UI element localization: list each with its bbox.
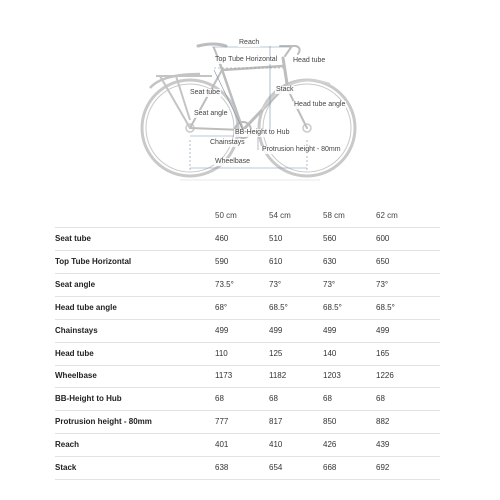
seat-tube-label: Seat tube (190, 89, 220, 96)
bb-height-to-hub-label: BB-Height to Hub (235, 129, 290, 136)
table-cell: 460 (215, 234, 229, 243)
table-cell: 68.5° (269, 302, 288, 312)
seat-angle-label: Seat angle (194, 110, 228, 117)
table-cell: 692 (376, 463, 390, 472)
table-cell: 654 (269, 463, 283, 472)
table-cell: 140 (323, 348, 337, 358)
table-cell: 638 (215, 463, 229, 472)
table-cell: 165 (376, 348, 390, 358)
table-cell: 68 (376, 394, 385, 404)
table-row (55, 457, 440, 480)
row-label: Chainstays (55, 325, 98, 335)
row-label: Wheelbase (55, 371, 97, 381)
row-label: Top Tube Horizontal (55, 256, 132, 266)
row-label: Head tube (55, 348, 94, 358)
table-row (55, 388, 440, 411)
head-tube-label: Head tube (293, 57, 326, 64)
table-cell: 1203 (323, 371, 341, 381)
row-label: Stack (55, 463, 77, 472)
table-cell: 68° (215, 302, 228, 312)
chainstays-label: Chainstays (210, 139, 245, 146)
table-row (55, 343, 440, 366)
table-header-row (55, 205, 440, 228)
table-cell: 68 (215, 394, 224, 404)
table-cell: 125 (269, 348, 283, 358)
table-cell: 410 (269, 440, 283, 450)
table-cell: 68.5° (323, 302, 342, 312)
table-cell: 426 (323, 440, 337, 450)
table-cell: 1226 (376, 371, 394, 381)
stack-label: Stack (276, 86, 294, 93)
row-label: Protrusion height - 80mm (55, 417, 152, 427)
table-cell: 499 (215, 325, 229, 335)
table-cell: 73° (269, 279, 282, 289)
top-tube-horizontal-label: Top Tube Horizontal (215, 56, 278, 63)
table-row (55, 274, 440, 297)
table-cell: 817 (269, 417, 283, 427)
table-row (55, 228, 440, 251)
size-header: 62 cm (376, 211, 398, 220)
table-row (55, 365, 440, 388)
table-cell: 1182 (269, 371, 287, 381)
protrusion-height-label: Protrusion height - 80mm (262, 146, 341, 153)
row-label: BB-Height to Hub (55, 394, 122, 404)
table-cell: 499 (323, 325, 337, 335)
table-cell: 499 (376, 325, 390, 335)
table-cell: 73° (376, 279, 389, 289)
table-row (55, 297, 440, 320)
table-cell: 650 (376, 256, 390, 266)
table-cell: 590 (215, 256, 229, 266)
table-row (55, 320, 440, 343)
table-cell: 850 (323, 417, 337, 427)
table-cell: 401 (215, 440, 229, 450)
size-header: 54 cm (269, 211, 291, 220)
table-cell: 68 (269, 394, 278, 404)
table-cell: 630 (323, 256, 337, 266)
wheelbase-label: Wheelbase (215, 158, 251, 165)
table-cell: 510 (269, 234, 283, 243)
table-cell: 499 (269, 325, 283, 335)
row-label: Seat tube (55, 234, 92, 243)
table-cell: 73° (323, 279, 336, 289)
reach-label: Reach (239, 39, 260, 46)
table-cell: 610 (269, 256, 283, 266)
table-row (55, 434, 440, 457)
table-cell: 439 (376, 440, 390, 450)
bike-geometry-diagram (0, 0, 500, 190)
size-header: 58 cm (323, 211, 345, 220)
row-label: Seat angle (55, 279, 96, 289)
row-label: Head tube angle (55, 302, 117, 312)
table-row (55, 411, 440, 434)
table-row (55, 251, 440, 274)
table-cell: 882 (376, 417, 390, 427)
table-cell: 68 (323, 394, 332, 404)
row-label: Reach (55, 440, 80, 450)
size-header: 50 cm (215, 211, 237, 220)
table-cell: 560 (323, 234, 337, 243)
table-cell: 668 (323, 463, 337, 472)
table-cell: 777 (215, 417, 229, 427)
table-cell: 110 (215, 348, 228, 358)
table-cell: 73.5° (215, 279, 234, 289)
head-tube-angle-label: Head tube angle (294, 101, 346, 108)
table-cell: 600 (376, 234, 390, 243)
table-cell: 1173 (215, 371, 233, 381)
table-cell: 68.5° (376, 302, 395, 312)
